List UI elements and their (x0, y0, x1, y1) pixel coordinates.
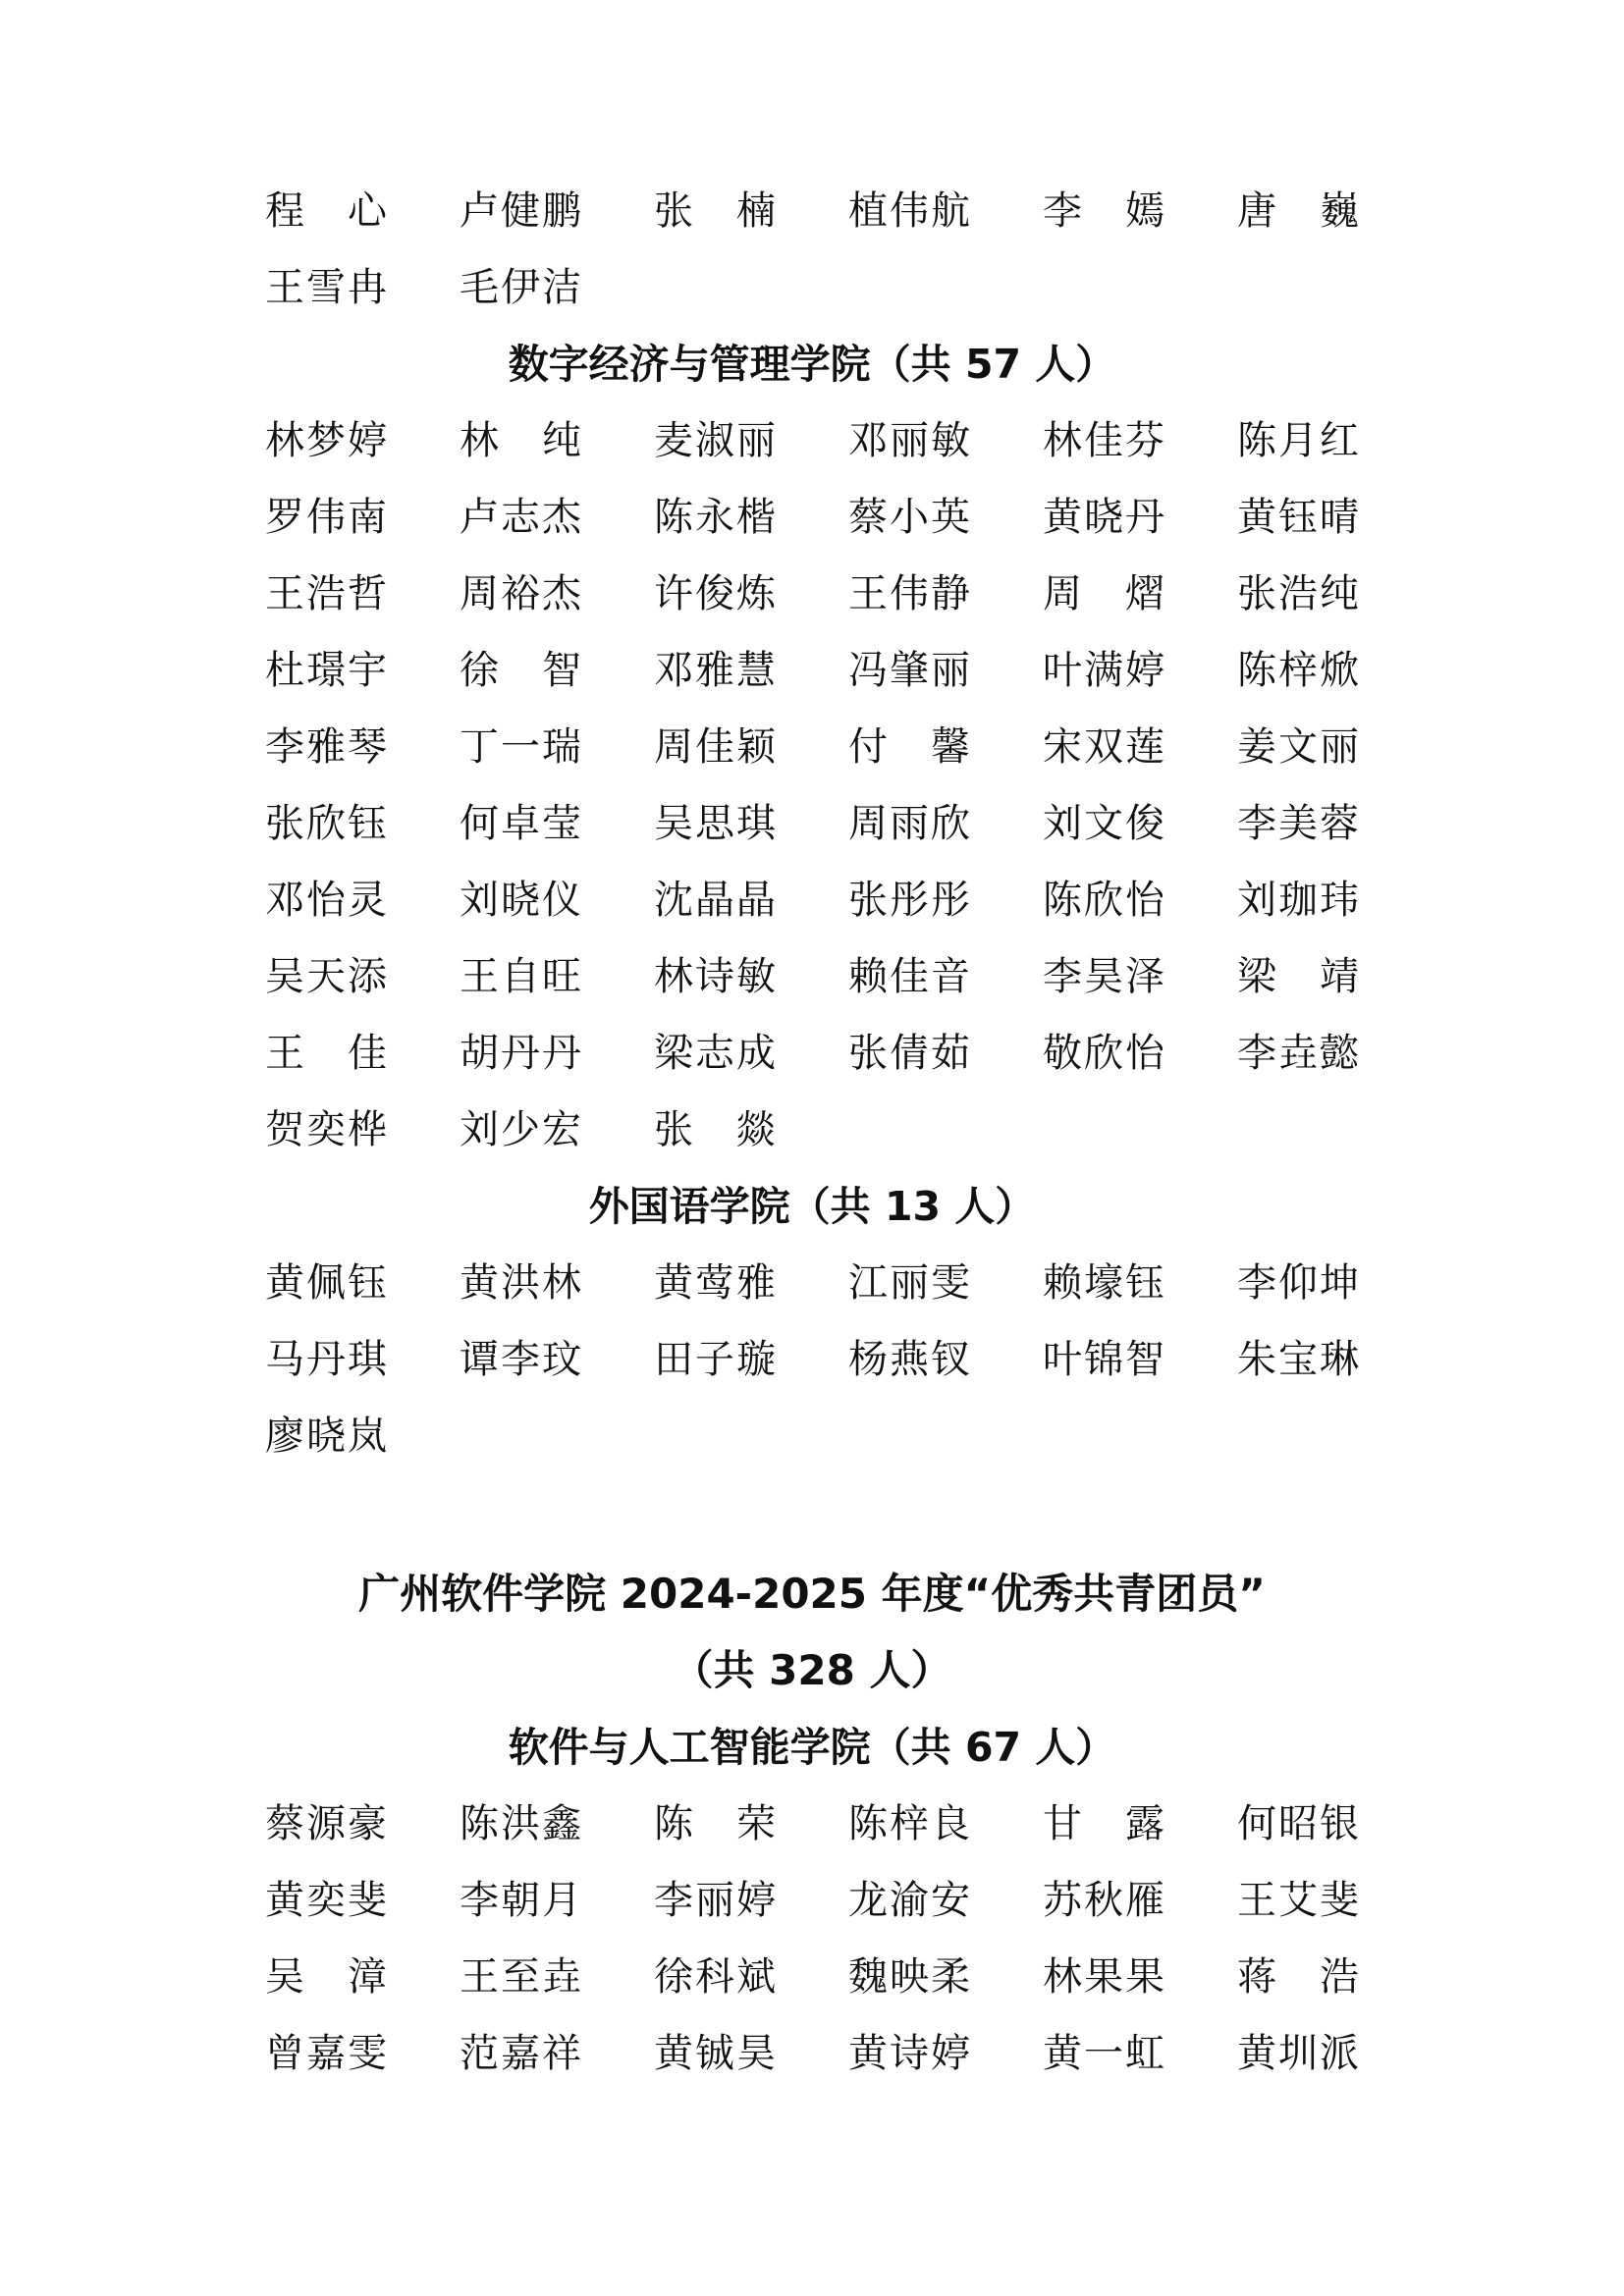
name-entry: 刘珈玮 (1237, 878, 1361, 923)
name-entry: 张 燚 (654, 1107, 778, 1152)
name-entry: 杜璟宇 (265, 648, 389, 693)
name-entry: 王自旺 (460, 954, 583, 999)
name-entry: 植伟航 (848, 188, 972, 234)
name-entry: 卢健鹏 (460, 188, 583, 234)
name-grid-foreign-languages (265, 1245, 1375, 1474)
name-entry: 陈月红 (1237, 418, 1361, 463)
name-entry: 沈晶晶 (654, 878, 778, 923)
name-entry: 林诗敏 (654, 954, 778, 999)
name-entry: 卢志杰 (460, 495, 583, 540)
name-entry: 周 熠 (1043, 571, 1166, 616)
name-entry: 丁一瑞 (460, 724, 583, 770)
name-entry: 杨燕钗 (848, 1337, 972, 1382)
name-entry: 曾嘉雯 (265, 2031, 389, 2076)
name-entry: 张浩纯 (1237, 571, 1361, 616)
name-entry: 刘少宏 (460, 1107, 583, 1152)
name-entry: 王 佳 (265, 1031, 389, 1076)
name-entry: 李朝月 (460, 1878, 583, 1923)
name-entry: 付 馨 (848, 724, 972, 770)
name-entry: 苏秋雁 (1043, 1878, 1166, 1923)
name-entry: 林 纯 (460, 418, 583, 463)
name-entry: 黄诗婷 (848, 2031, 972, 2076)
name-entry: 冯肇丽 (848, 648, 972, 693)
name-entry: 王浩哲 (265, 571, 389, 616)
name-entry: 宋双莲 (1043, 724, 1166, 770)
award-title-line2: （共 328 人） (672, 1646, 952, 1694)
name-entry: 徐 智 (460, 648, 583, 693)
name-entry: 吴思琪 (654, 801, 778, 846)
name-entry: 周裕杰 (460, 571, 583, 616)
name-entry: 李美蓉 (1237, 801, 1361, 846)
name-entry: 赖佳音 (848, 954, 972, 999)
name-entry: 江丽雯 (848, 1260, 972, 1306)
name-entry: 李 嫣 (1043, 188, 1166, 234)
name-entry: 廖晓岚 (265, 1414, 389, 1459)
name-entry: 叶锦智 (1043, 1337, 1166, 1382)
name-entry: 范嘉祥 (460, 2031, 583, 2076)
name-entry: 何卓莹 (460, 801, 583, 846)
name-grid-digital-economy (265, 402, 1375, 1168)
name-entry: 王伟静 (848, 571, 972, 616)
name-entry: 田子璇 (654, 1337, 778, 1382)
name-entry: 陈梓良 (848, 1801, 972, 1846)
name-entry: 黄晓丹 (1043, 495, 1166, 540)
name-entry: 贺奕桦 (265, 1107, 389, 1152)
name-entry: 李仰坤 (1237, 1260, 1361, 1306)
name-entry: 林果果 (1043, 1954, 1166, 2000)
name-entry: 敬欣怡 (1043, 1031, 1166, 1076)
name-entry: 黄洪林 (460, 1260, 583, 1306)
name-entry: 林梦婷 (265, 418, 389, 463)
name-grid-continued (265, 173, 1375, 326)
name-entry: 林佳芬 (1043, 418, 1166, 463)
name-entry: 王艾斐 (1237, 1878, 1361, 1923)
name-entry: 黄奕斐 (265, 1878, 389, 1923)
name-entry: 周佳颖 (654, 724, 778, 770)
name-entry: 陈梓焮 (1237, 648, 1361, 693)
name-entry: 邓怡灵 (265, 878, 389, 923)
name-entry: 赖壕钰 (1043, 1260, 1166, 1306)
name-entry: 梁志成 (654, 1031, 778, 1076)
name-entry: 梁 靖 (1237, 954, 1361, 999)
name-entry: 张欣钰 (265, 801, 389, 846)
name-entry: 吴天添 (265, 954, 389, 999)
section-heading-software-ai: 软件与人工智能学院（共 67 人） (508, 1724, 1116, 1771)
name-entry: 李丽婷 (654, 1878, 778, 1923)
name-entry: 刘晓仪 (460, 878, 583, 923)
name-entry: 陈 荣 (654, 1801, 778, 1846)
name-entry: 麦淑丽 (654, 418, 778, 463)
name-entry: 蒋 浩 (1237, 1954, 1361, 2000)
name-entry: 张倩茹 (848, 1031, 972, 1076)
name-entry: 李垚懿 (1237, 1031, 1361, 1076)
name-entry: 朱宝琳 (1237, 1337, 1361, 1382)
section-heading-digital-economy: 数字经济与管理学院（共 57 人） (508, 341, 1116, 388)
name-entry: 徐科斌 (654, 1954, 778, 2000)
name-entry: 龙渝安 (848, 1878, 972, 1923)
name-entry: 李雅琴 (265, 724, 389, 770)
name-entry: 谭李玟 (460, 1337, 583, 1382)
name-entry: 毛伊洁 (460, 265, 583, 310)
name-entry: 姜文丽 (1237, 724, 1361, 770)
name-entry: 黄铖昊 (654, 2031, 778, 2076)
award-title-line1: 广州软件学院 2024-2025 年度“优秀共青团员” (358, 1570, 1266, 1618)
name-entry: 胡丹丹 (460, 1031, 583, 1076)
name-entry: 邓丽敏 (848, 418, 972, 463)
name-entry: 张 楠 (654, 188, 778, 234)
name-entry: 刘文俊 (1043, 801, 1166, 846)
name-entry: 马丹琪 (265, 1337, 389, 1382)
name-entry: 程 心 (265, 188, 389, 234)
name-entry: 陈永楷 (654, 495, 778, 540)
name-entry: 甘 露 (1043, 1801, 1166, 1846)
name-entry: 何昭银 (1237, 1801, 1361, 1846)
name-entry: 蔡小英 (848, 495, 972, 540)
name-entry: 李昊泽 (1043, 954, 1166, 999)
section-heading-foreign-languages: 外国语学院（共 13 人） (588, 1183, 1036, 1230)
name-entry: 张彤彤 (848, 878, 972, 923)
name-entry: 王至垚 (460, 1954, 583, 2000)
name-entry: 黄钰晴 (1237, 495, 1361, 540)
name-entry: 罗伟南 (265, 495, 389, 540)
name-grid-software-ai (265, 1786, 1375, 2092)
name-entry: 王雪冉 (265, 265, 389, 310)
name-entry: 黄佩钰 (265, 1260, 389, 1306)
name-entry: 蔡源豪 (265, 1801, 389, 1846)
name-entry: 陈洪鑫 (460, 1801, 583, 1846)
name-entry: 黄莺雅 (654, 1260, 778, 1306)
name-entry: 唐 巍 (1237, 188, 1361, 234)
name-entry: 许俊炼 (654, 571, 778, 616)
name-entry: 陈欣怡 (1043, 878, 1166, 923)
name-entry: 叶满婷 (1043, 648, 1166, 693)
name-entry: 邓雅慧 (654, 648, 778, 693)
name-entry: 魏映柔 (848, 1954, 972, 2000)
name-entry: 黄一虹 (1043, 2031, 1166, 2076)
name-entry: 黄圳派 (1237, 2031, 1361, 2076)
name-entry: 周雨欣 (848, 801, 972, 846)
name-entry: 吴 漳 (265, 1954, 389, 2000)
